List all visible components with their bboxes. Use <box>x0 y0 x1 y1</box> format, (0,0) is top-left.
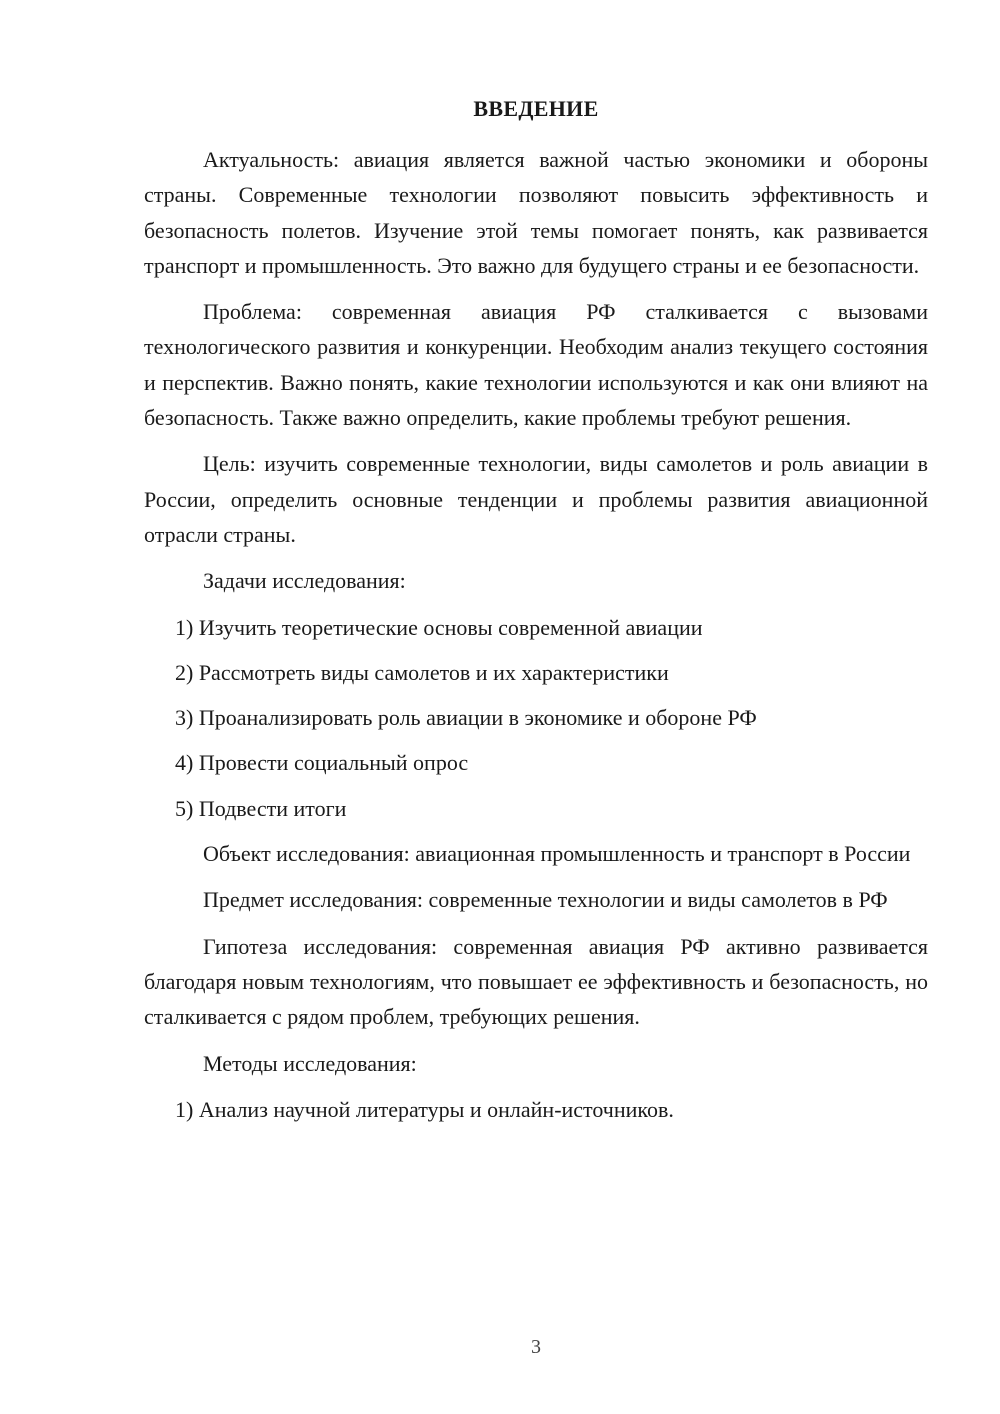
page-number: 3 <box>531 1336 541 1358</box>
subject-paragraph: Предмет исследования: современные технологии и виды самолетов в РФ <box>203 887 888 913</box>
document-body <box>144 142 928 1137</box>
section-heading: ВВЕДЕНИЕ <box>473 96 599 121</box>
list-item: 2) Рассмотреть виды самолетов и их характеристики <box>175 659 669 685</box>
problem-paragraph: Проблема: современная авиация РФ сталкивается с вызовами технологического развития и конкуренции. Необходим анализ текущего состояния и перспектив. Важно понять, какие технологии используются и как они влияют на безопасность. Также важно определить, какие проблемы требуют решения. <box>144 299 928 431</box>
relevance-paragraph: Актуальность: авиация является важной частью экономики и обороны страны. Современные технологии позволяют повысить эффективность и безопасность полетов. Изучение этой темы помогает понять, как развивается транспорт и промышленность. Это важно для будущего страны и ее безопасности. <box>144 147 928 278</box>
list-item: 4) Провести социальный опрос <box>175 750 469 776</box>
list-item: 5) Подвести итоги <box>175 795 347 821</box>
methods-list <box>144 1092 928 1127</box>
hypothesis-paragraph: Гипотеза исследования: современная авиация РФ активно развивается благодаря новым технологиям, что повышает ее эффективность и безопасность, но сталкивается с рядом проблем, требующих решения. <box>144 933 928 1030</box>
tasks-list <box>144 610 928 826</box>
methods-heading: Методы исследования: <box>203 1050 417 1076</box>
list-item: 3) Проанализировать роль авиации в экономике и обороне РФ <box>175 705 757 731</box>
list-item: 1) Анализ научной литературы и онлайн-источников. <box>175 1096 674 1122</box>
tasks-heading: Задачи исследования: <box>203 568 406 594</box>
list-item: 1) Изучить теоретические основы современной авиации <box>175 614 703 640</box>
object-paragraph: Объект исследования: авиационная промышленность и транспорт в России <box>203 841 911 867</box>
goal-paragraph: Цель: изучить современные технологии, виды самолетов и роль авиации в России, определить основные тенденции и проблемы развития авиационной отрасли страны. <box>144 451 928 547</box>
